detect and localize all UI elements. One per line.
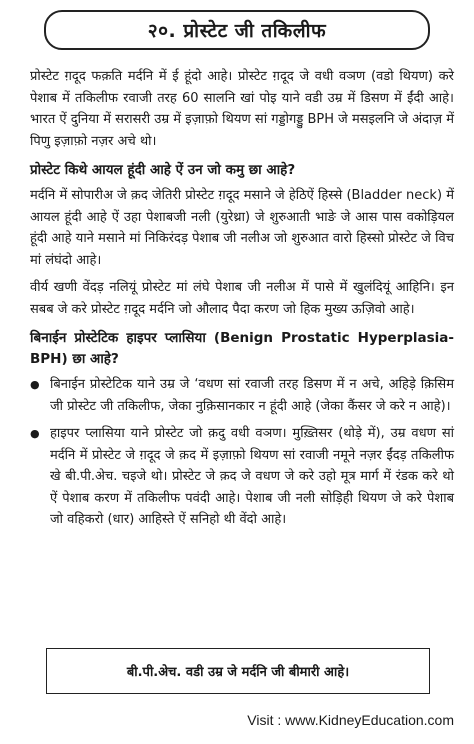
section-heading-location: प्रोस्टेट किथे आयल हूंदी आहे ऐं उन जो कमु छा आहे? [30, 162, 296, 178]
intro-paragraph: प्रोस्टेट ग़दूद फक़ति मर्दनि में ई हूंदो आहे। प्रोस्टेट ग़दूद जे वधी वञण (वडो थियण) करे पेशाब में तकिलीफ रवाजी तरह 60 सालनि खां पोइ याने वडी उम्र में डिसण में ईंदी आहे। भारत ऐं दुनिया में सरासरी उम्र में इज़ाफ़ो थियण सां गड्डोगड्डु BPH जे मसइलनि जे अंदाज़ में पिणु इज़ाफ़ो नज़र अचे थो। [30, 69, 454, 149]
bph-bullet-list [30, 374, 454, 531]
bullet-benign: ● बिनाईन प्रोस्टेटिक याने उम्र जे ‘वधण सां रवाजी तरह डिसण में न अचे, अहिड़े क़िसिम जी प्रोस्टेट जी तकिलीफ, जेका नुक़िसानकार न हूंदी आहे (जेका कैंसर जे करे न आहे)। [30, 374, 454, 417]
footer-website-link[interactable]: Visit : www.KidneyEducation.com [247, 712, 454, 728]
bullet-hyperplasia: ● हाइपर प्लासिया याने प्रोस्टेट जो क़दु वधी वञण। मुख़्तिसर (थोड़े में), उम्र वधण सां मर्दनि में प्रोस्टेट जे ग़दूद जे क़द में इज़ाफ़ो थियण सां रवाजी नमूने नज़र ईंदड़ तकिलीफ खे बी.पी.अेच. चइजे थो। प्रोस्टेट जे क़द जे वधण जे करे उहो मूत्र मार्ग में रंडक करे थो ऐं पेशाब करण में तकिलीफ पवंदी आहे। पेशाब जी नली सोड़िही थियण जे करे पेशाब जो वहिकरो (धार) आहिस्ते ऐं सनिहो थी वेंदो आहे। [30, 423, 454, 531]
section-heading-bph: बिनाईन प्रोस्टेटिक हाइपर प्लासिया (Benign Prostatic Hyperplasia-BPH) छा आहे? [30, 330, 454, 367]
page-content [30, 66, 454, 537]
highlight-note-box: बी.पी.अेच. वडी उम्र जे मर्दनि जी बीमारी आहे। [46, 648, 430, 694]
function-paragraph: वीर्य खणी वेंदड़ नलियूं प्रोस्टेट मां लंघे पेशाब जी नलीअ में पासे में खुलंदियूं आहिनि। इन सबब जे करे प्रोस्टेट ग़दूद मर्दनि जो औलाद पैदा करण जो हिक मुख्य ऊज़िवो आहे। [30, 280, 454, 317]
location-paragraph: मर्दनि में सोपारीअ जे क़द जेतिरी प्रोस्टेट ग़दूद मसाने जे हेठिऐं हिस्से (Bladder neck) में आयल हूंदी आहे ऐं उहा पेशाबजी नली (युरेथ्रा) जे शुरुआती भाङे जे आस पास वकोड़ियल हूंदी आहे याने मसाने मां निकिरंदड़ पेशाब जी नलीअ जो शुरुआत वारो हिस्सो प्रोस्टेट जे विच मां लंघंदो आहे। [30, 188, 454, 268]
page-title: २०. प्रोस्टेट जी तकिलीफ [44, 10, 430, 50]
